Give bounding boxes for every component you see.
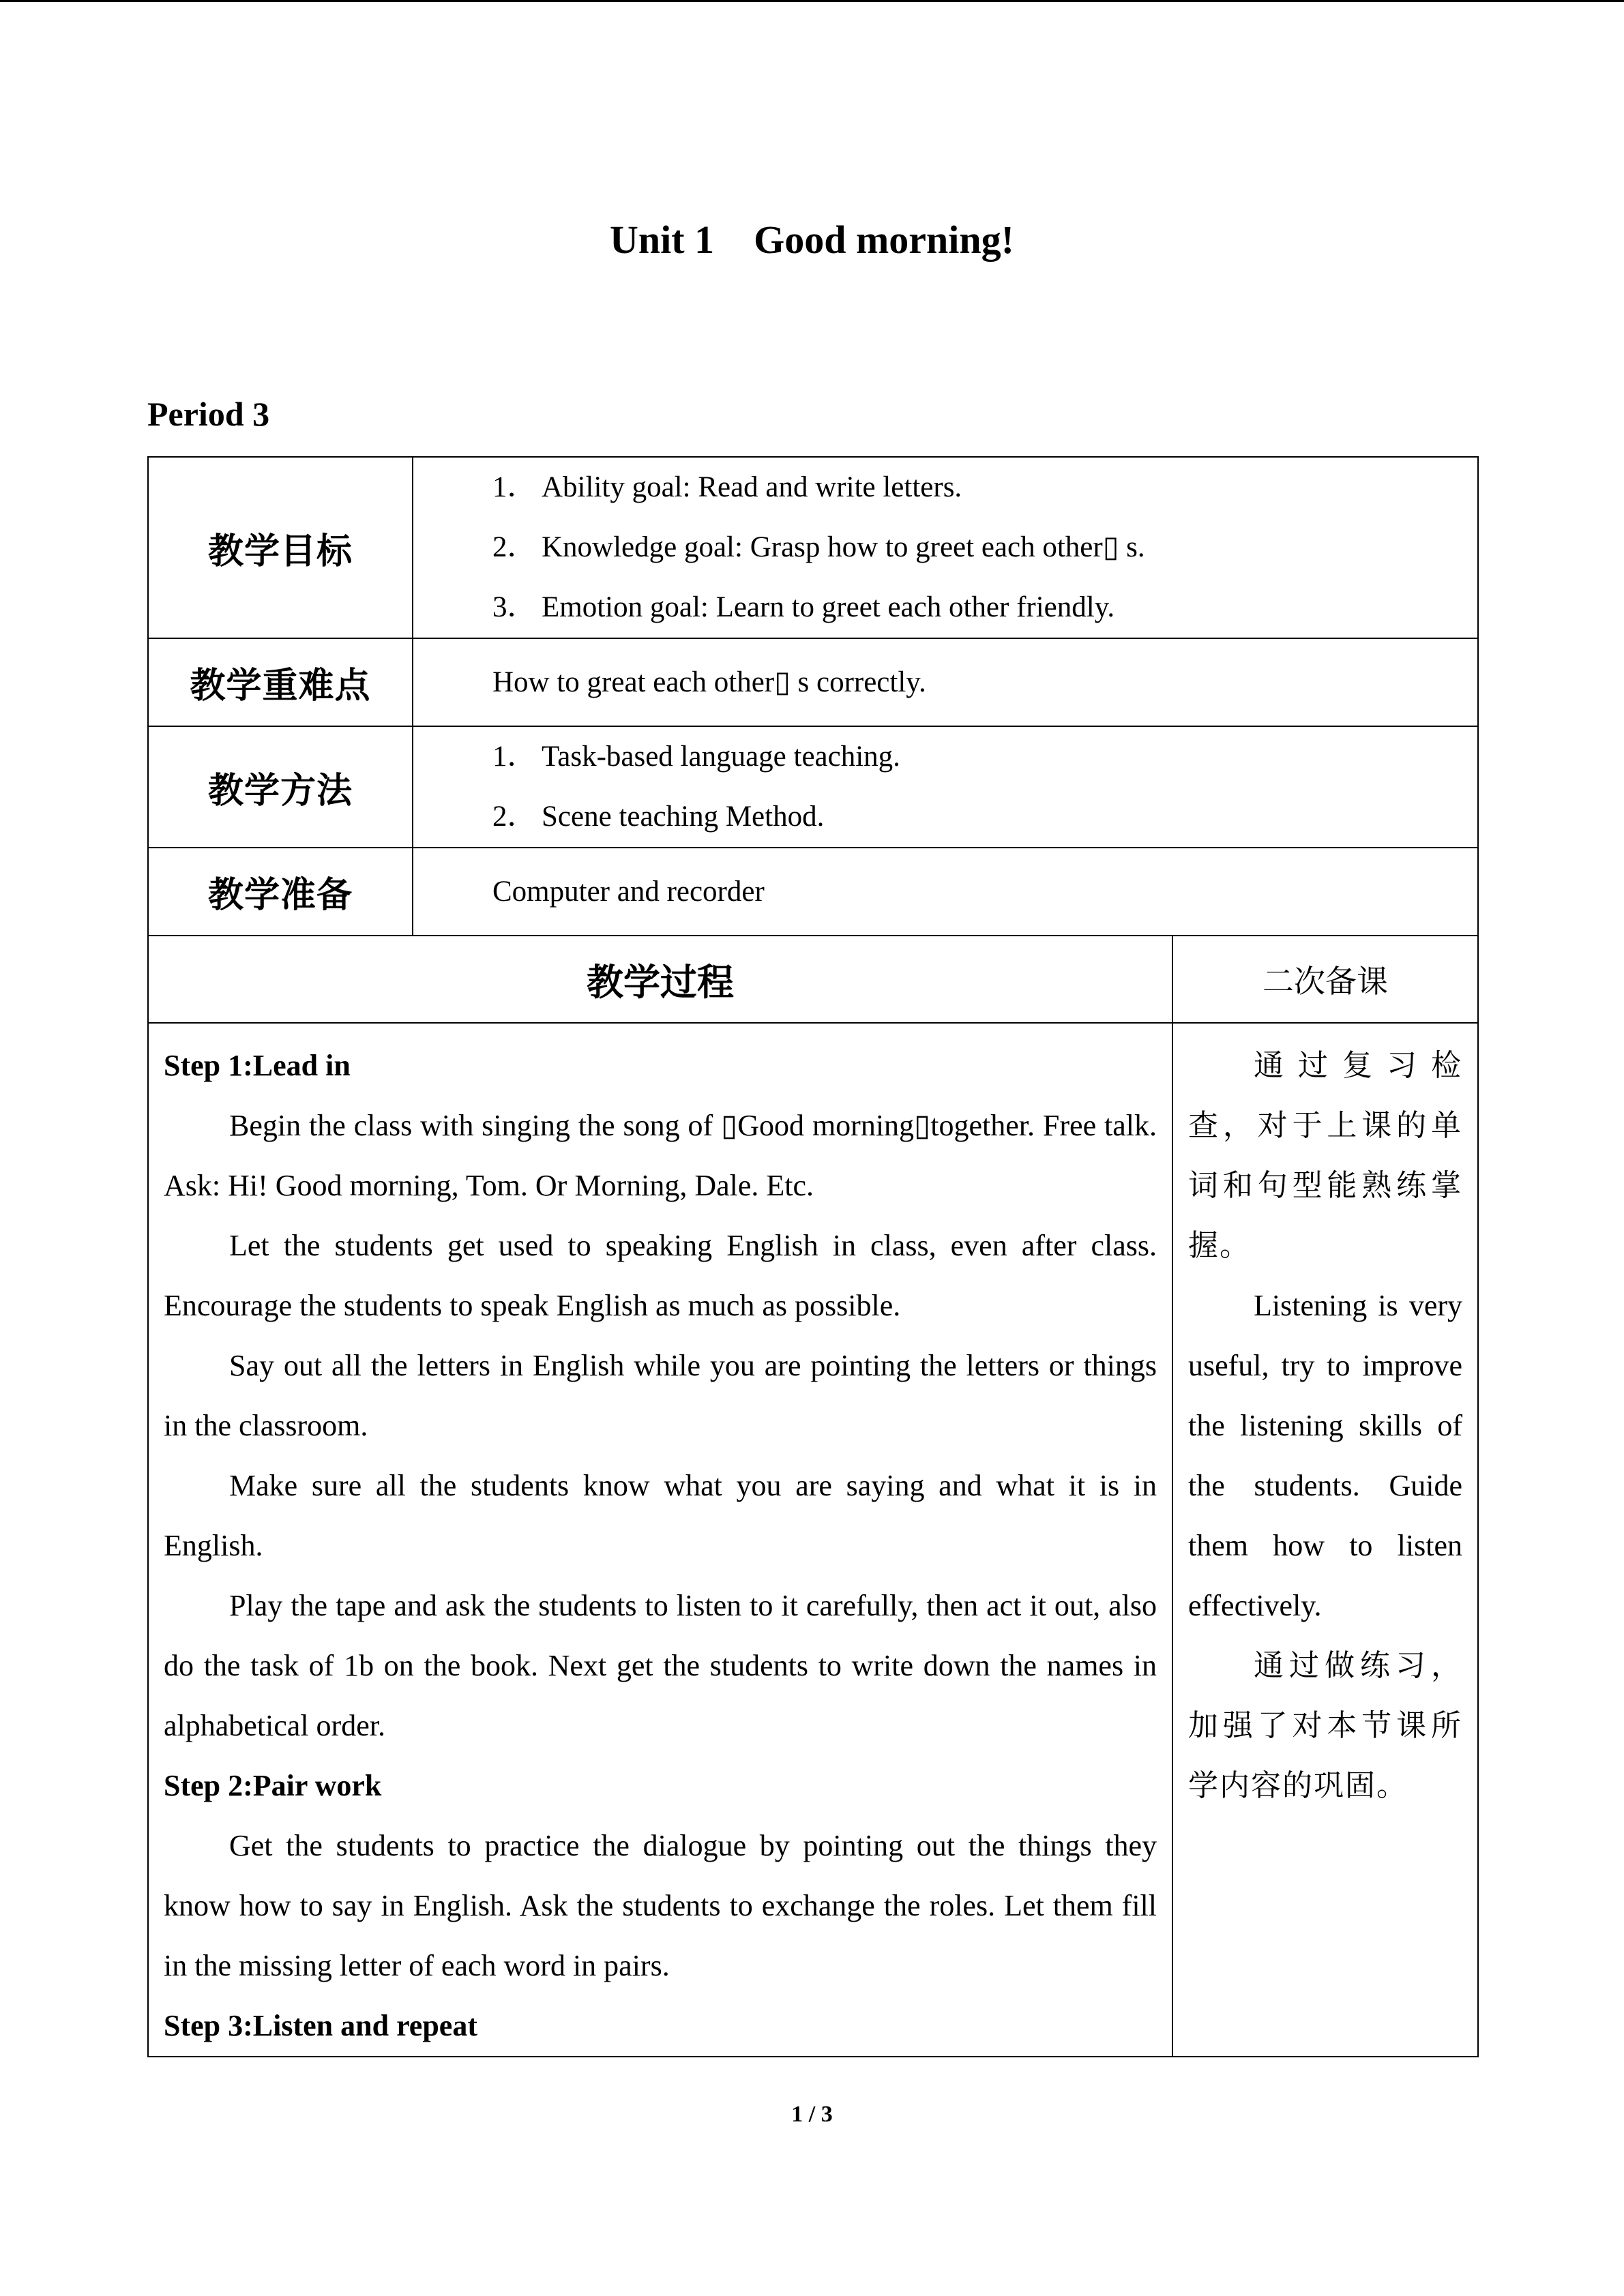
- step-paragraph: Begin the class with singing the song of ▯Good morning▯together. Free talk. Ask: Hi! Good morning, Tom. Or Morning, Dale. Etc.: [164, 1109, 1157, 1202]
- methods-content: [413, 726, 1478, 848]
- step-heading: Step 3:Listen and repeat: [164, 2009, 477, 2042]
- note-paragraph: Listening is very useful, try to improve the listening skills of the students. Guide them how to listen effectively.: [1188, 1289, 1462, 1622]
- step-paragraph: Say out all the letters in English while you are pointing the letters or things in the classroom.: [164, 1349, 1157, 1442]
- step-heading: Step 1:Lead in: [164, 1049, 351, 1082]
- preparation-content: Computer and recorder: [413, 848, 1478, 936]
- note-paragraph: 通过复习检查，对于上课的单词和句型能熟练掌握。: [1188, 1048, 1462, 1263]
- note-paragraph: 通过做练习，加强了对本节课所学内容的巩固。: [1188, 1648, 1462, 1803]
- goal-item: 2． Knowledge goal: Grasp how to greet each other▯ s.: [492, 531, 1145, 563]
- goals-row: [148, 457, 1478, 638]
- method-item: 2． Scene teaching Method.: [492, 801, 825, 833]
- top-border-line: [0, 0, 1624, 2]
- preparation-label: 教学准备: [148, 848, 413, 936]
- process-header-row: [148, 936, 1478, 1023]
- period-heading: Period 3: [147, 395, 270, 433]
- preparation-row: [148, 848, 1478, 936]
- step-paragraph: Make sure all the students know what you are saying and what it is in English.: [164, 1469, 1157, 1562]
- process-content: [148, 1023, 1172, 2057]
- key-points-label: 教学重难点: [148, 638, 413, 726]
- step-paragraph: Let the students get used to speaking English in class, even after class. Encourage the students to speak English as much as possible.: [164, 1229, 1157, 1322]
- key-points-row: [148, 638, 1478, 726]
- step-heading: Step 2:Pair work: [164, 1769, 382, 1802]
- goals-label: 教学目标: [148, 457, 413, 638]
- process-header: 教学过程: [148, 936, 1172, 1023]
- second-prep-header: 二次备课: [1172, 936, 1478, 1023]
- step-paragraph: Get the students to practice the dialogue by pointing out the things they know how to say in English. Ask the students to exchange the roles. Let them fill in the missing letter of each word in pairs.: [164, 1829, 1157, 1982]
- page-title: Unit 1 Good morning!: [610, 218, 1014, 262]
- methods-label: 教学方法: [148, 726, 413, 848]
- method-item: 1． Task-based language teaching.: [492, 741, 900, 773]
- second-prep-notes: [1172, 1023, 1478, 2057]
- goal-item: 1． Ability goal: Read and write letters.: [492, 471, 962, 503]
- goals-content: [413, 457, 1478, 638]
- process-body-row: [148, 1023, 1478, 2057]
- step-paragraph: Play the tape and ask the students to listen to it carefully, then act it out, also do the task of 1b on the book. Next get the students to write down the names in alphabetical order.: [164, 1589, 1157, 1742]
- key-points-content: How to great each other▯ s correctly.: [413, 638, 1478, 726]
- methods-row: [148, 726, 1478, 848]
- page-number: 1 / 3: [791, 2102, 833, 2127]
- lesson-plan-table: [147, 456, 1479, 2057]
- goal-item: 3． Emotion goal: Learn to greet each other friendly.: [492, 591, 1115, 623]
